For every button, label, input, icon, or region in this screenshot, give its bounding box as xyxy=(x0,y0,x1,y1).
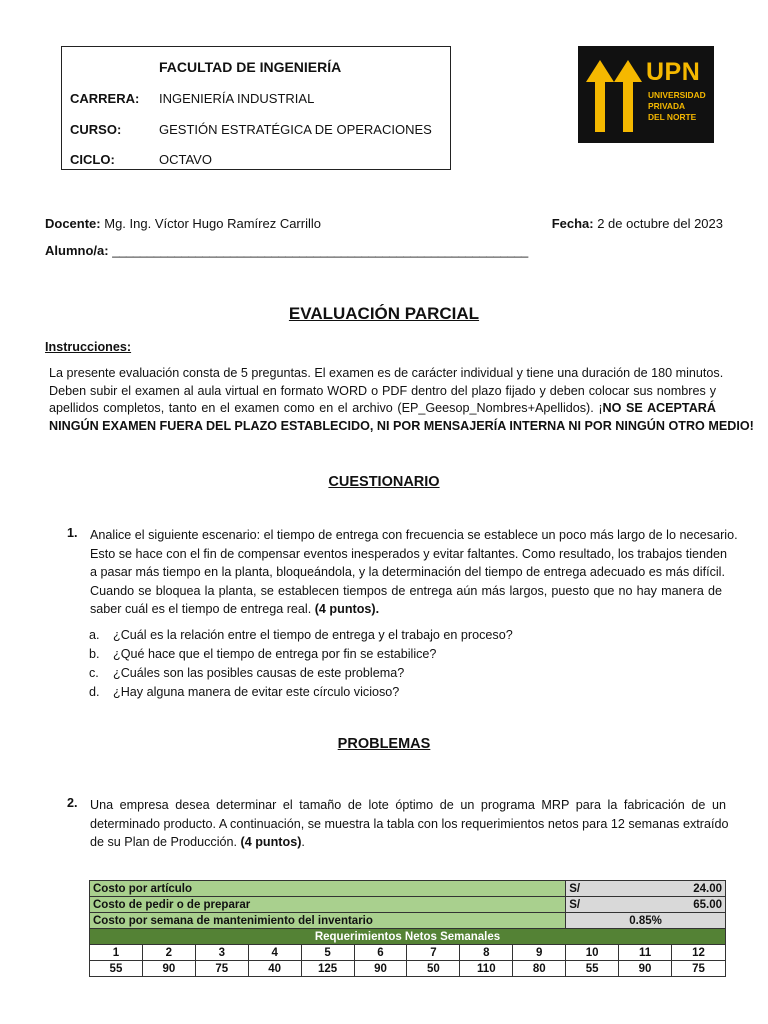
requirement-cell: 50 xyxy=(407,961,460,977)
page-title: EVALUACIÓN PARCIAL xyxy=(288,304,480,323)
question-1-text xyxy=(90,526,738,619)
requirement-cell: 75 xyxy=(195,961,248,977)
logo-subtitle-line: DEL NORTE xyxy=(648,112,697,122)
cost-value: 24.00 xyxy=(693,882,722,895)
subitem-letter: d. xyxy=(89,685,100,699)
question-1-line: Esto se hace con el fin de compensar eventos inesperados y evitar faltantes. Como resultado, los trabajos tienden xyxy=(90,546,728,561)
problemas-heading: PROBLEMAS xyxy=(337,736,431,752)
question-2-line-text: de su Plan de Producción. xyxy=(90,835,241,850)
week-cell: 11 xyxy=(619,945,672,961)
week-cell: 1 xyxy=(90,945,143,961)
requirement-cell: 90 xyxy=(354,961,407,977)
cost-value: 65.00 xyxy=(693,898,722,911)
docente-line xyxy=(45,216,321,231)
question-2-line xyxy=(90,833,726,852)
table-row xyxy=(90,929,726,945)
requirement-cell: 80 xyxy=(513,961,566,977)
question-2-points: (4 puntos) xyxy=(240,835,302,850)
week-cell: 7 xyxy=(407,945,460,961)
cost-currency: S/ xyxy=(569,882,581,895)
table-row xyxy=(90,881,726,897)
docente-name: Mg. Ing. Víctor Hugo Ramírez Carrillo xyxy=(104,216,321,231)
week-cell: 3 xyxy=(195,945,248,961)
cost-label: Costo por artículo xyxy=(90,881,566,897)
subitem-text: ¿Cuáles son las posibles causas de este problema? xyxy=(113,666,405,680)
week-cell: 8 xyxy=(460,945,513,961)
instructions-bold-2: NINGÚN EXAMEN FUERA DEL PLAZO ESTABLECIDO, NI POR MENSAJERÍA INTERNA NI POR NINGÚN OTRO MEDIO! xyxy=(49,418,754,433)
alumno-blank: ____________________________________________________________ xyxy=(112,243,528,258)
logo-subtitle-line: PRIVADA xyxy=(648,101,686,111)
instructions-paragraph xyxy=(49,365,754,435)
subitem-letter: a. xyxy=(89,628,100,642)
question-2-line: determinado producto. A continuación, se muestra la tabla con los requerimientos netos para 12 semanas extraído xyxy=(90,816,729,831)
question-1-line: Analice el siguiente escenario: el tiempo de entrega con frecuencia se establece un poco más largo de lo necesario. xyxy=(90,528,738,542)
requirement-cell: 110 xyxy=(460,961,513,977)
table-row xyxy=(90,913,726,929)
instructions-line xyxy=(49,418,754,436)
table-row-requirements xyxy=(90,961,726,977)
subitem-text: ¿Hay alguna manera de evitar este círculo vicioso? xyxy=(113,685,400,699)
fecha-line xyxy=(552,216,723,231)
cost-value-cell xyxy=(566,881,726,897)
question-2-line: Una empresa desea determinar el tamaño de lote óptimo de un programa MRP para la fabricación de un xyxy=(90,798,726,812)
requirement-cell: 90 xyxy=(619,961,672,977)
header-key: CICLO: xyxy=(70,152,115,167)
requirement-cell: 90 xyxy=(142,961,195,977)
fecha-label: Fecha: xyxy=(551,216,594,231)
logo-wordmark: UPN xyxy=(646,58,701,86)
cost-currency: S/ xyxy=(569,898,581,911)
question-2-period: . xyxy=(301,835,305,850)
week-cell: 12 xyxy=(672,945,726,961)
question-1-line: a pasar más tiempo en la planta, bloqueándola, y la determinación del tiempo de entrega adecuado es más difícil. xyxy=(90,565,725,580)
subitem-letter: c. xyxy=(89,666,99,680)
cost-table xyxy=(89,880,726,977)
requirement-cell: 125 xyxy=(301,961,354,977)
question-2-number: 2. xyxy=(67,796,78,810)
alumno-label: Alumno/a: xyxy=(45,243,109,258)
instructions-line xyxy=(49,400,716,418)
header-value: INGENIERÍA INDUSTRIAL xyxy=(159,91,315,106)
header-key: CARRERA: xyxy=(70,91,140,106)
instructions-line: La presente evaluación consta de 5 preguntas. El examen es de carácter individual y tiene una duración de 180 minutos. xyxy=(49,366,724,380)
requirements-title: Requerimientos Netos Semanales xyxy=(90,929,726,945)
faculty-title: FACULTAD DE INGENIERÍA xyxy=(159,59,342,75)
cost-value-cell xyxy=(566,897,726,913)
table-row xyxy=(90,897,726,913)
week-cell: 4 xyxy=(248,945,301,961)
subitem-text: ¿Qué hace que el tiempo de entrega por fin se estabilice? xyxy=(113,647,437,661)
subitem-letter: b. xyxy=(89,647,100,661)
week-cell: 6 xyxy=(354,945,407,961)
cuestionario-heading: CUESTIONARIO xyxy=(328,474,440,490)
cost-label: Costo de pedir o de preparar xyxy=(90,897,566,913)
table-row-weeks xyxy=(90,945,726,961)
cost-label: Costo por semana de mantenimiento del inventario xyxy=(90,913,566,929)
header-value: OCTAVO xyxy=(159,152,212,167)
question-1-number: 1. xyxy=(67,526,78,540)
question-2-text xyxy=(90,796,729,852)
instructions-bold-1: NO SE ACEPTARÁ xyxy=(602,401,716,415)
instructions-line-text: apellidos completos, tanto en el examen como en el archivo (EP_Geesop_Nombres+Apellidos). ¡ xyxy=(49,401,603,415)
header-key: CURSO: xyxy=(70,122,122,137)
requirement-cell: 55 xyxy=(566,961,619,977)
cost-value: 0.85% xyxy=(566,913,726,929)
docente-label: Docente: xyxy=(45,216,101,231)
alumno-line xyxy=(45,243,528,258)
week-cell: 9 xyxy=(513,945,566,961)
subitem-text: ¿Cuál es la relación entre el tiempo de entrega y el trabajo en proceso? xyxy=(113,628,513,642)
question-1-points: (4 puntos). xyxy=(314,602,380,617)
instructions-heading: Instrucciones: xyxy=(45,340,132,354)
upn-arrow-icon xyxy=(586,60,642,132)
logo-subtitle-line: UNIVERSIDAD xyxy=(648,90,706,100)
header-value: GESTIÓN ESTRATÉGICA DE OPERACIONES xyxy=(159,122,432,137)
requirement-cell: 75 xyxy=(672,961,726,977)
requirement-cell: 55 xyxy=(90,961,143,977)
question-1-line: Cuando se bloquea la planta, se establecen tiempos de entrega aún más largos, puesto que no hay manera de xyxy=(90,583,722,598)
requirement-cell: 40 xyxy=(248,961,301,977)
header-box xyxy=(61,46,451,170)
week-cell: 10 xyxy=(566,945,619,961)
question-1-line-text: saber cuál es el tiempo de entrega real. xyxy=(90,602,315,617)
week-cell: 2 xyxy=(142,945,195,961)
week-cell: 5 xyxy=(301,945,354,961)
instructions-line: Deben subir el examen al aula virtual en formato WORD o PDF dentro del plazo fijado y deben colocar sus nombres y xyxy=(49,383,716,398)
question-1-line xyxy=(90,600,722,619)
fecha-value: 2 de octubre del 2023 xyxy=(597,216,723,231)
upn-logo xyxy=(578,46,714,143)
